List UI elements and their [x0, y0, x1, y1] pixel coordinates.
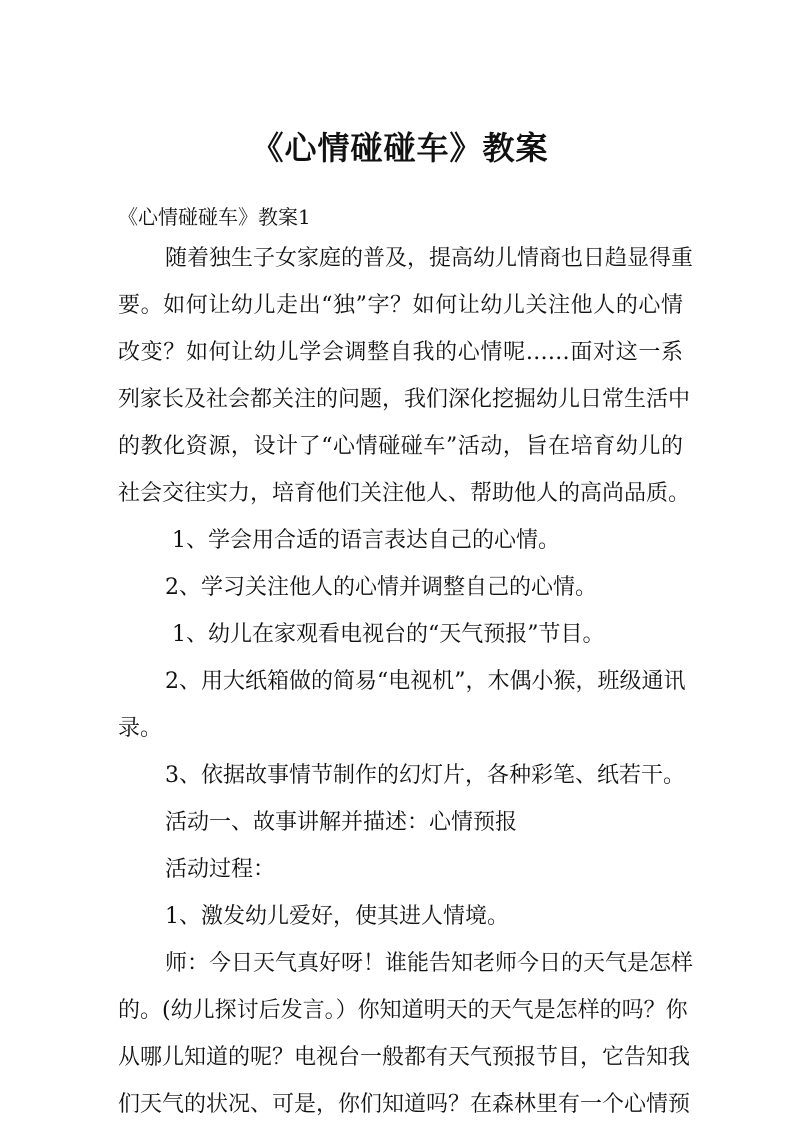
paragraph-line: 社会交往实力，培育他们关注他人、帮助他人的高尚品质。: [118, 481, 691, 506]
preparation-item: 1、幼儿在家观看电视台的“天气预报”节目。: [172, 622, 605, 647]
activity-heading: 活动一、故事讲解并描述：心情预报: [165, 810, 518, 835]
objective-item: 2、学习关注他人的心情并调整自己的心情。: [165, 575, 597, 600]
preparation-item-continued: 录。: [118, 716, 163, 741]
objective-item: 1、学会用合适的语言表达自己的心情。: [172, 528, 560, 553]
process-step: 1、激发幼儿爱好，使其进人情境。: [165, 904, 509, 929]
document-title: 《心情碰碰车》教案: [251, 129, 549, 167]
paragraph-line: 的教化资源，设计了“心情碰碰车”活动，旨在培育幼儿的: [118, 434, 683, 459]
paragraph-line: 从哪儿知道的呢？电视台一般都有天气预报节目，它告知我: [118, 1045, 691, 1070]
preparation-item: 2、用大纸箱做的简易“电视机”，木偶小猴，班级通讯: [165, 669, 686, 694]
process-heading: 活动过程：: [165, 857, 276, 882]
paragraph-line: 师：今日天气真好呀！谁能告知老师今日的天气是怎样: [165, 951, 694, 976]
paragraph-line: 们天气的状况、可是，你们知道吗？在森林里有一个心情预: [118, 1092, 691, 1117]
paragraph-line: 要。如何让幼儿走出“独”字？如何让幼儿关注他人的心情: [118, 293, 683, 318]
document-subtitle: 《心情碰碰车》教案1: [118, 205, 311, 229]
paragraph-line: 改变？如何让幼儿学会调整自我的心情呢……面对这一系: [118, 340, 683, 365]
paragraph-line: 列家长及社会都关注的问题，我们深化挖掘幼儿日常生活中: [118, 387, 691, 412]
paragraph-line: 的。(幼儿探讨后发言。）你知道明天的天气是怎样的吗？你: [118, 998, 688, 1023]
preparation-item: 3、依据故事情节制作的幻灯片，各种彩笔、纸若干。: [165, 763, 685, 788]
paragraph-line: 随着独生子女家庭的普及，提高幼儿情商也日趋显得重: [165, 246, 694, 271]
